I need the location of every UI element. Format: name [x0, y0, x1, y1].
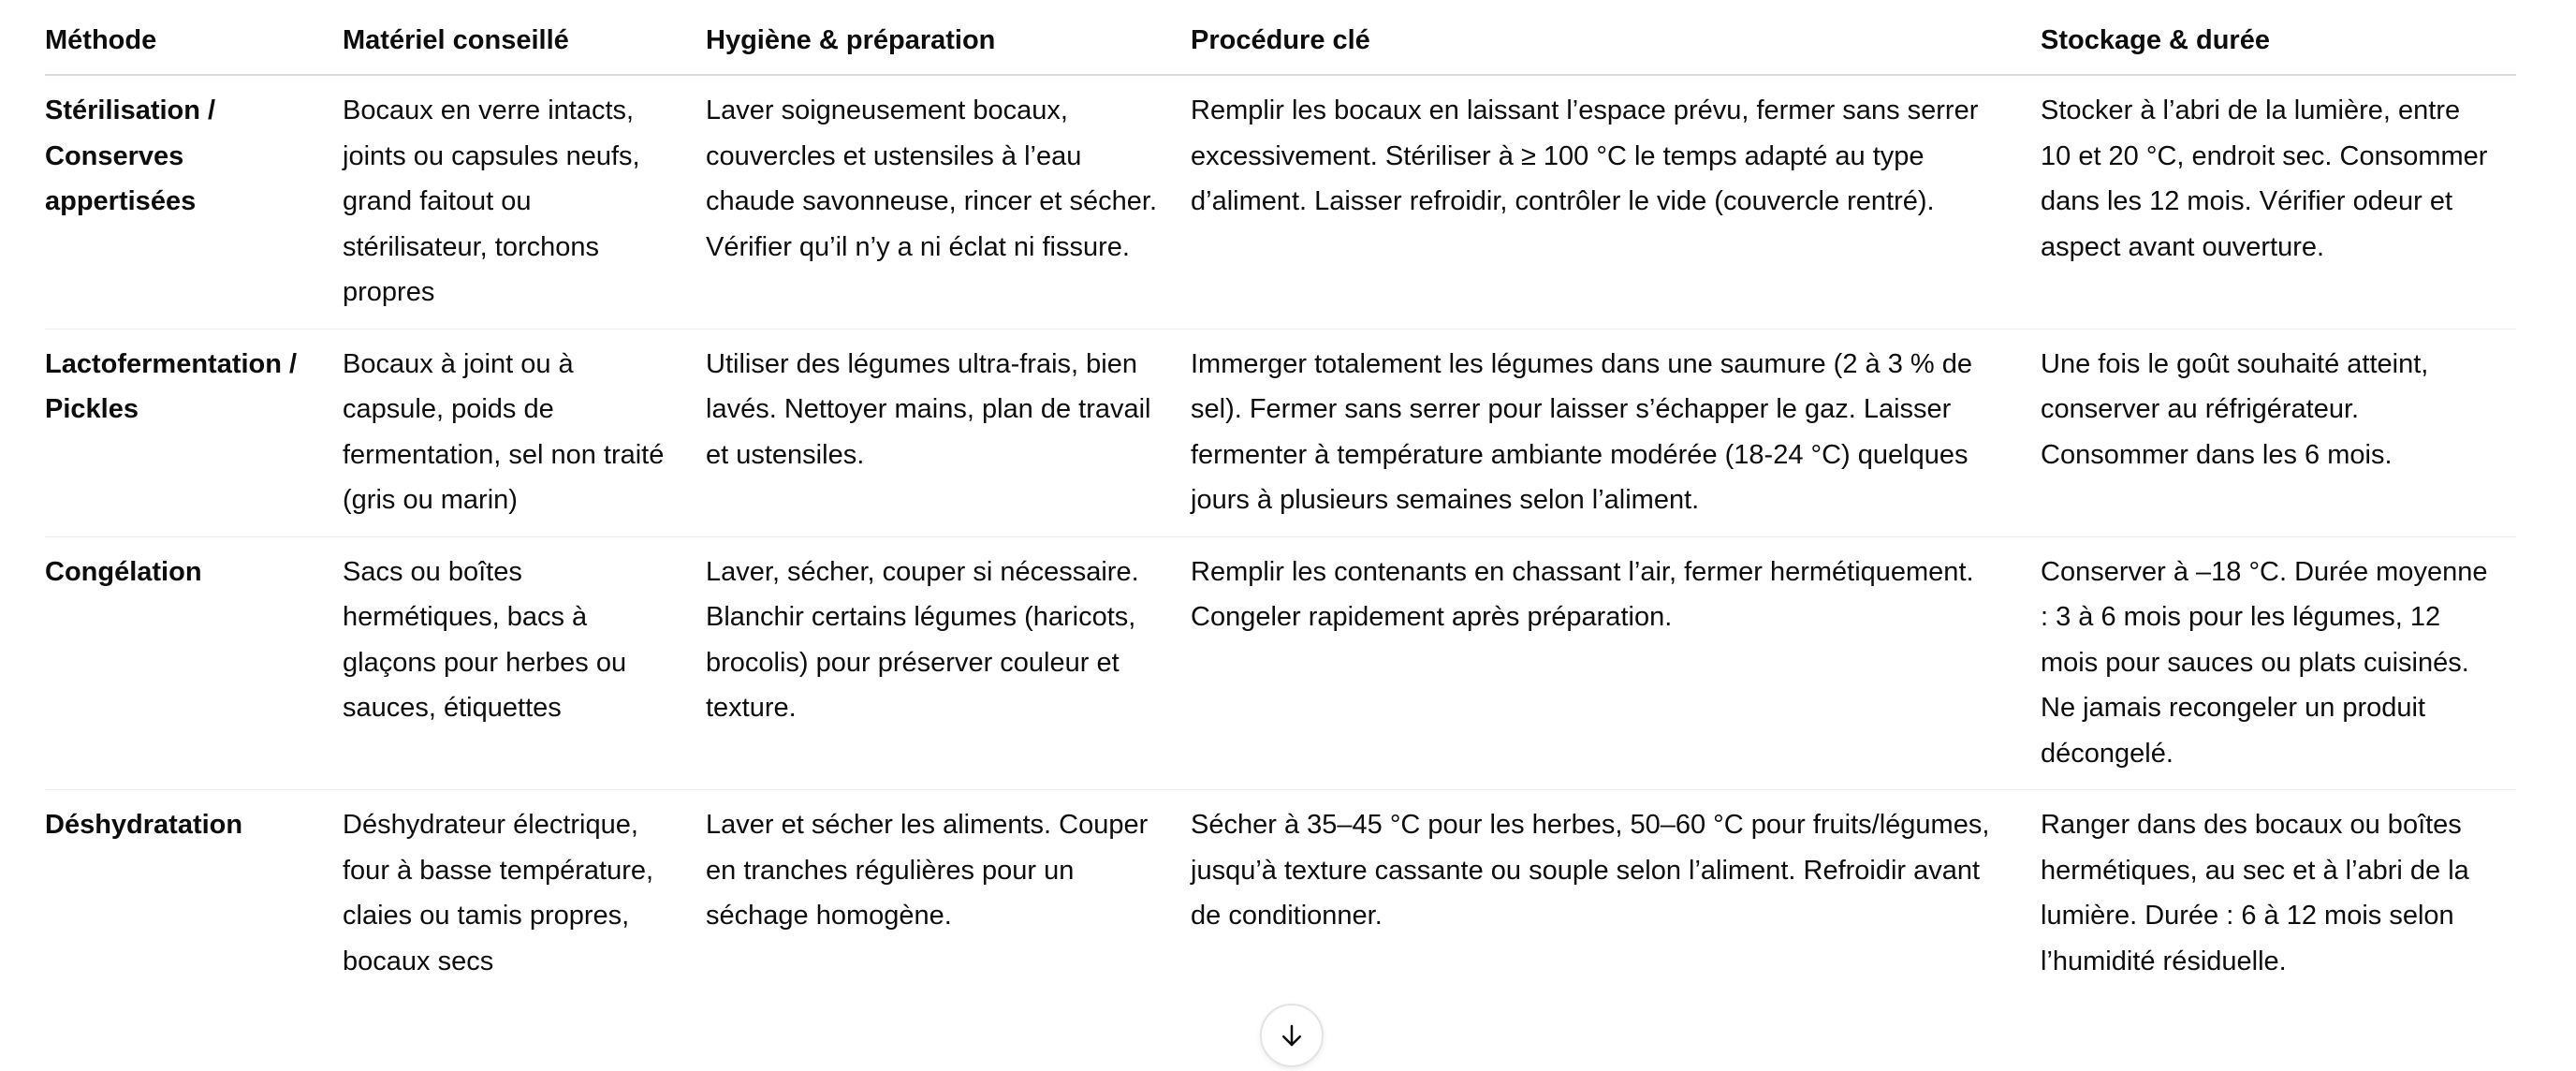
table-body [45, 75, 2516, 997]
cell-procedure: Remplir les bocaux en laissant l’espace prévu, fermer sans serrer excessivement. Stériliser à ≥ 100 °C le temps adapté au type d’aliment. Laisser refroidir, contrôler le vide (couvercle rentré). [1191, 75, 2041, 329]
header-row [45, 0, 2516, 75]
table-row [45, 75, 2516, 329]
cell-hygiene: Laver et sécher les aliments. Couper en tranches régulières pour un séchage homogène. [706, 810, 1149, 931]
cell-storage: Stocker à l’abri de la lumière, entre 10 et 20 °C, endroit sec. Consommer dans les 12 mois. Vérifier odeur et aspect avant ouverture. [2041, 75, 2516, 329]
cell-hygiene: Laver soigneusement bocaux, couvercles et ustensiles à l’eau chaude savonneuse, rincer et sécher. Vérifier qu’il n’y a ni éclat ni fissure. [706, 75, 1191, 329]
cell-procedure: Sécher à 35–45 °C pour les herbes, 50–60 °C pour fruits/légumes, jusqu’à texture cassante ou souple selon l’aliment. Refroidir avant de conditionner. [1191, 810, 1990, 931]
header-method: Méthode [45, 0, 343, 75]
header-procedure: Procédure clé [1191, 0, 2041, 75]
cell-method: Stérilisation / Conserves appertisées [45, 75, 343, 329]
header-storage: Stockage & durée [2041, 0, 2516, 75]
cell-procedure: Remplir les contenants en chassant l’air, fermer hermétiquement. Congeler rapidement après préparation. [1191, 536, 2041, 790]
table-row [45, 790, 2516, 998]
cell-procedure: Immerger totalement les légumes dans une saumure (2 à 3 % de sel). Fermer sans serrer pour laisser s’échapper le gaz. Laisser fermenter à température ambiante modérée (18-24 °C) quelques jours à plusieurs semaines selon l’aliment. [1191, 329, 2041, 536]
preservation-methods-table [45, 0, 2516, 997]
cell-storage: Une fois le goût souhaité atteint, conserver au réfrigérateur. Consommer dans les 6 mois. [2041, 329, 2516, 536]
arrow-down-icon [1278, 1021, 1306, 1049]
cell-material: Déshydrateur électrique, four à basse température, claies ou tamis propres, bocaux secs [343, 810, 654, 976]
cell-material: Bocaux en verre intacts, joints ou capsules neufs, grand faitout ou stérilisateur, torchons propres [343, 75, 706, 329]
cell-storage: Conserver à –18 °C. Durée moyenne : 3 à 6 mois pour les légumes, 12 mois pour sauces ou plats cuisinés. Ne jamais recongeler un produit décongelé. [2041, 536, 2516, 790]
cell-method: Congélation [45, 536, 343, 790]
header-material: Matériel conseillé [343, 0, 706, 75]
cell-method: Lactofermentation / Pickles [45, 329, 343, 536]
cell-hygiene: Laver, sécher, couper si nécessaire. Blanchir certains légumes (haricots, brocolis) pour préserver couleur et texture. [706, 536, 1191, 790]
header-hygiene: Hygiène & préparation [706, 0, 1191, 75]
cell-material: Sacs ou boîtes hermétiques, bacs à glaçons pour herbes ou sauces, étiquettes [343, 536, 706, 790]
cell-method: Déshydratation [45, 810, 243, 840]
cell-storage: Ranger dans des bocaux ou boîtes hermétiques, au sec et à l’abri de la lumière. Durée : 6 à 12 mois selon l’humidité résiduelle. [2041, 810, 2469, 976]
scroll-to-bottom-button[interactable] [1260, 1004, 1324, 1067]
cell-material: Bocaux à joint ou à capsule, poids de fermentation, sel non traité (gris ou marin) [343, 329, 706, 536]
table-row [45, 329, 2516, 536]
cell-hygiene: Utiliser des légumes ultra-frais, bien lavés. Nettoyer mains, plan de travail et ustensiles. [706, 329, 1191, 536]
table-row [45, 536, 2516, 790]
table-header [45, 0, 2516, 75]
